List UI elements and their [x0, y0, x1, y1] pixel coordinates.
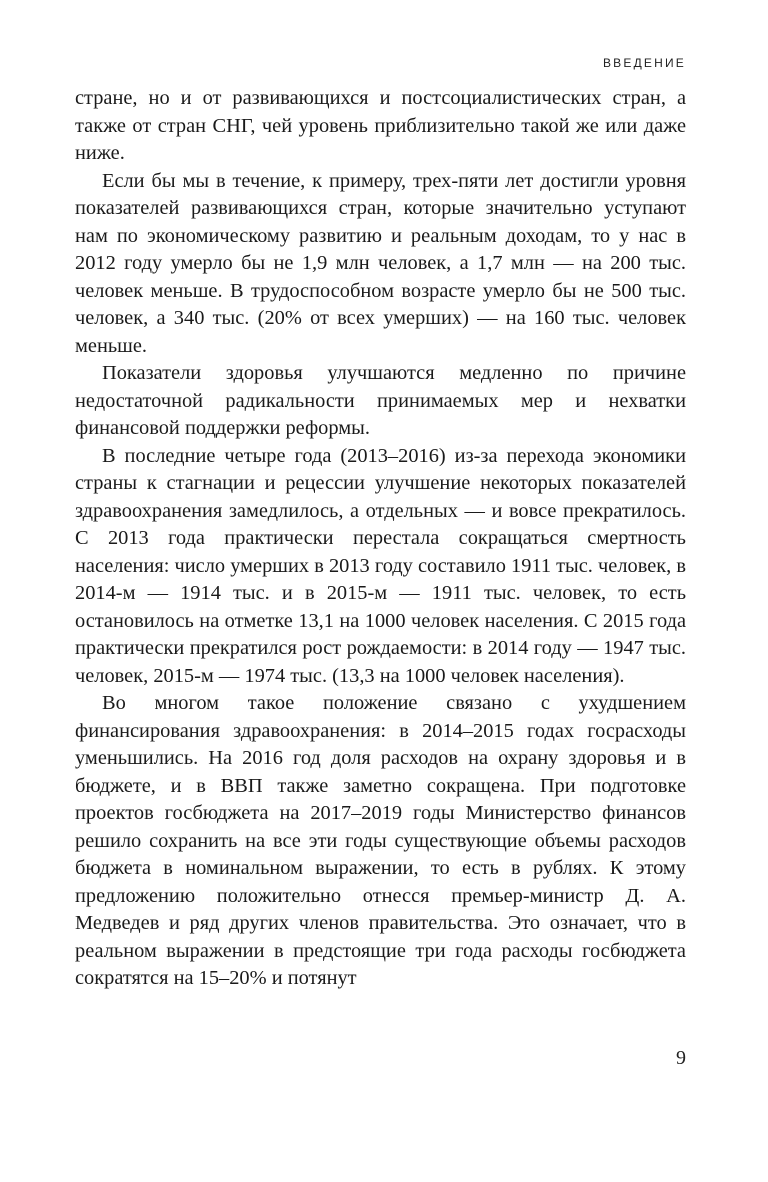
paragraph: стране, но и от развивающихся и постсоциалистических стран, а также от стран СНГ, чей уровень приблизительно такой же или даже ниже.: [75, 87, 686, 164]
paragraph: В последние четыре года (2013–2016) из-за перехода экономики страны к стагнации и рецессии улучшение некоторых показателей здравоохранения замедлилось, а отдельных — и вовсе прекратилось. С 2013 года практически перестала сокращаться смертность населения: число умерших в 2013 году составило 1911 тыс. человек, в 2014-м — 1914 тыс. и в 2015-м — 1911 тыс. человек, то есть остановилось на отметке 13,1 на 1000 человек населения. С 2015 года практически прекратился рост рождаемости: в 2014 году — 1947 тыс. человек, 2015-м — 1974 тыс. (13,3 на 1000 человек населения).: [75, 444, 686, 687]
running-head: ВВЕДЕНИЕ: [602, 56, 686, 70]
page-number: 9: [676, 1047, 686, 1069]
body-text: [75, 85, 686, 993]
paragraph: Во многом такое положение связано с ухудшением финансирования здравоохранения: в 2014–2015 годах госрасходы уменьшились. На 2016 год доля расходов на охрану здоровья и в бюджете, и в ВВП также заметно сокращена. При подготовке проектов госбюджета на 2017–2019 годы Министерство финансов решило сохранить на все эти годы существующие объемы расходов бюджета в номинальном выражении, то есть в рублях. К этому предложению положительно отнесся премьер-министр Д. А. Медведев и ряд других членов правительства. Это означает, что в реальном выражении в предстоящие три года расходы госбюджета сократятся на 15–20% и потянут: [75, 692, 686, 989]
paragraph: Показатели здоровья улучшаются медленно по причине недостаточной радикальности принимаемых мер и нехватки финансовой поддержки реформы.: [75, 362, 686, 439]
paragraph: Если бы мы в течение, к примеру, трех-пяти лет достигли уровня показателей развивающихся стран, которые значительно уступают нам по экономическому развитию и реальным доходам, то у нас в 2012 году умерло бы не 1,9 млн человек, а 1,7 млн — на 200 тыс. человек меньше. В трудоспособном возрасте умерло бы не 500 тыс. человек, а 340 тыс. (20% от всех умерших) — на 160 тыс. человек меньше.: [75, 169, 686, 357]
